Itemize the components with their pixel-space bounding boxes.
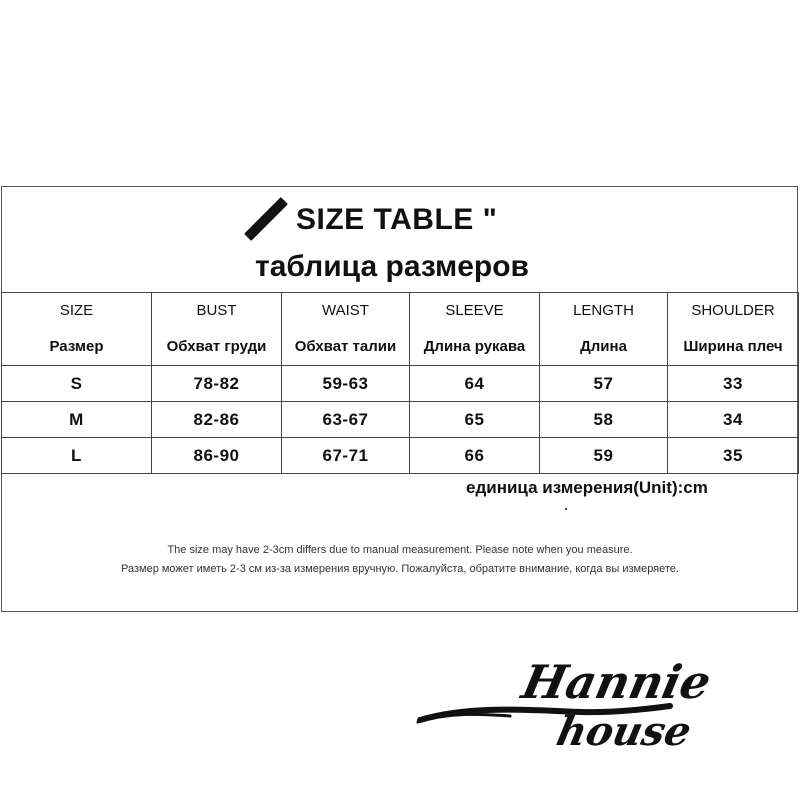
table-header-row <box>2 293 799 366</box>
header-label-ru: Ширина плеч <box>683 338 783 355</box>
column-header-length <box>540 293 668 366</box>
cell-size: L <box>2 438 152 474</box>
unit-note: единица измерения(Unit):cm <box>466 478 708 497</box>
column-header-waist <box>282 293 410 366</box>
cell-bust: 78-82 <box>152 366 282 402</box>
header-label-en: LENGTH <box>573 302 634 319</box>
header-label-ru: Размер <box>49 338 104 355</box>
cell-waist: 59-63 <box>282 366 410 402</box>
cell-bust: 86-90 <box>152 438 282 474</box>
cell-sleeve: 64 <box>410 366 540 402</box>
column-header-shoulder <box>668 293 799 366</box>
header-label-ru: Длина рукава <box>423 338 526 355</box>
cell-waist: 67-71 <box>282 438 410 474</box>
cell-size: M <box>2 402 152 438</box>
logo-line2: house <box>552 707 696 755</box>
cell-sleeve: 66 <box>410 438 540 474</box>
cell-shoulder: 35 <box>668 438 799 474</box>
cell-shoulder: 33 <box>668 366 799 402</box>
cell-length: 57 <box>540 366 668 402</box>
header-label-en: BUST <box>196 302 237 319</box>
header-label-ru: Обхват талии <box>294 338 397 355</box>
header-label-en: WAIST <box>322 302 369 319</box>
cell-size: S <box>2 366 152 402</box>
brand-logo <box>410 650 770 770</box>
header-label-en: SIZE <box>59 302 94 319</box>
disclaimer-english: The size may have 2-3cm differs due to manual measurement. Please note when you measure. <box>167 544 633 556</box>
cell-length: 58 <box>540 402 668 438</box>
table-row-s <box>2 366 799 402</box>
size-table <box>1 292 799 474</box>
header-label-ru: Обхват груди <box>166 338 267 355</box>
table-row-l <box>2 438 799 474</box>
header-label-en: SHOULDER <box>691 302 775 319</box>
cell-length: 59 <box>540 438 668 474</box>
header-label-ru: Длина <box>580 338 627 355</box>
cell-shoulder: 34 <box>668 402 799 438</box>
title-russian: таблица размеров <box>255 250 529 283</box>
column-header-size <box>2 293 152 366</box>
header-label-en: SLEEVE <box>445 302 504 319</box>
logo-line1: Hannie <box>517 654 716 709</box>
column-header-bust <box>152 293 282 366</box>
disclaimer-russian: Размер может иметь 2-3 см из-за измерения вручную. Пожалуйста, обратите внимание, когда вы измеряете. <box>121 563 679 575</box>
cell-waist: 63-67 <box>282 402 410 438</box>
table-row-m <box>2 402 799 438</box>
title-english: SIZE TABLE " <box>296 203 498 236</box>
stray-dot <box>565 508 567 510</box>
cell-sleeve: 65 <box>410 402 540 438</box>
cell-bust: 82-86 <box>152 402 282 438</box>
column-header-sleeve <box>410 293 540 366</box>
